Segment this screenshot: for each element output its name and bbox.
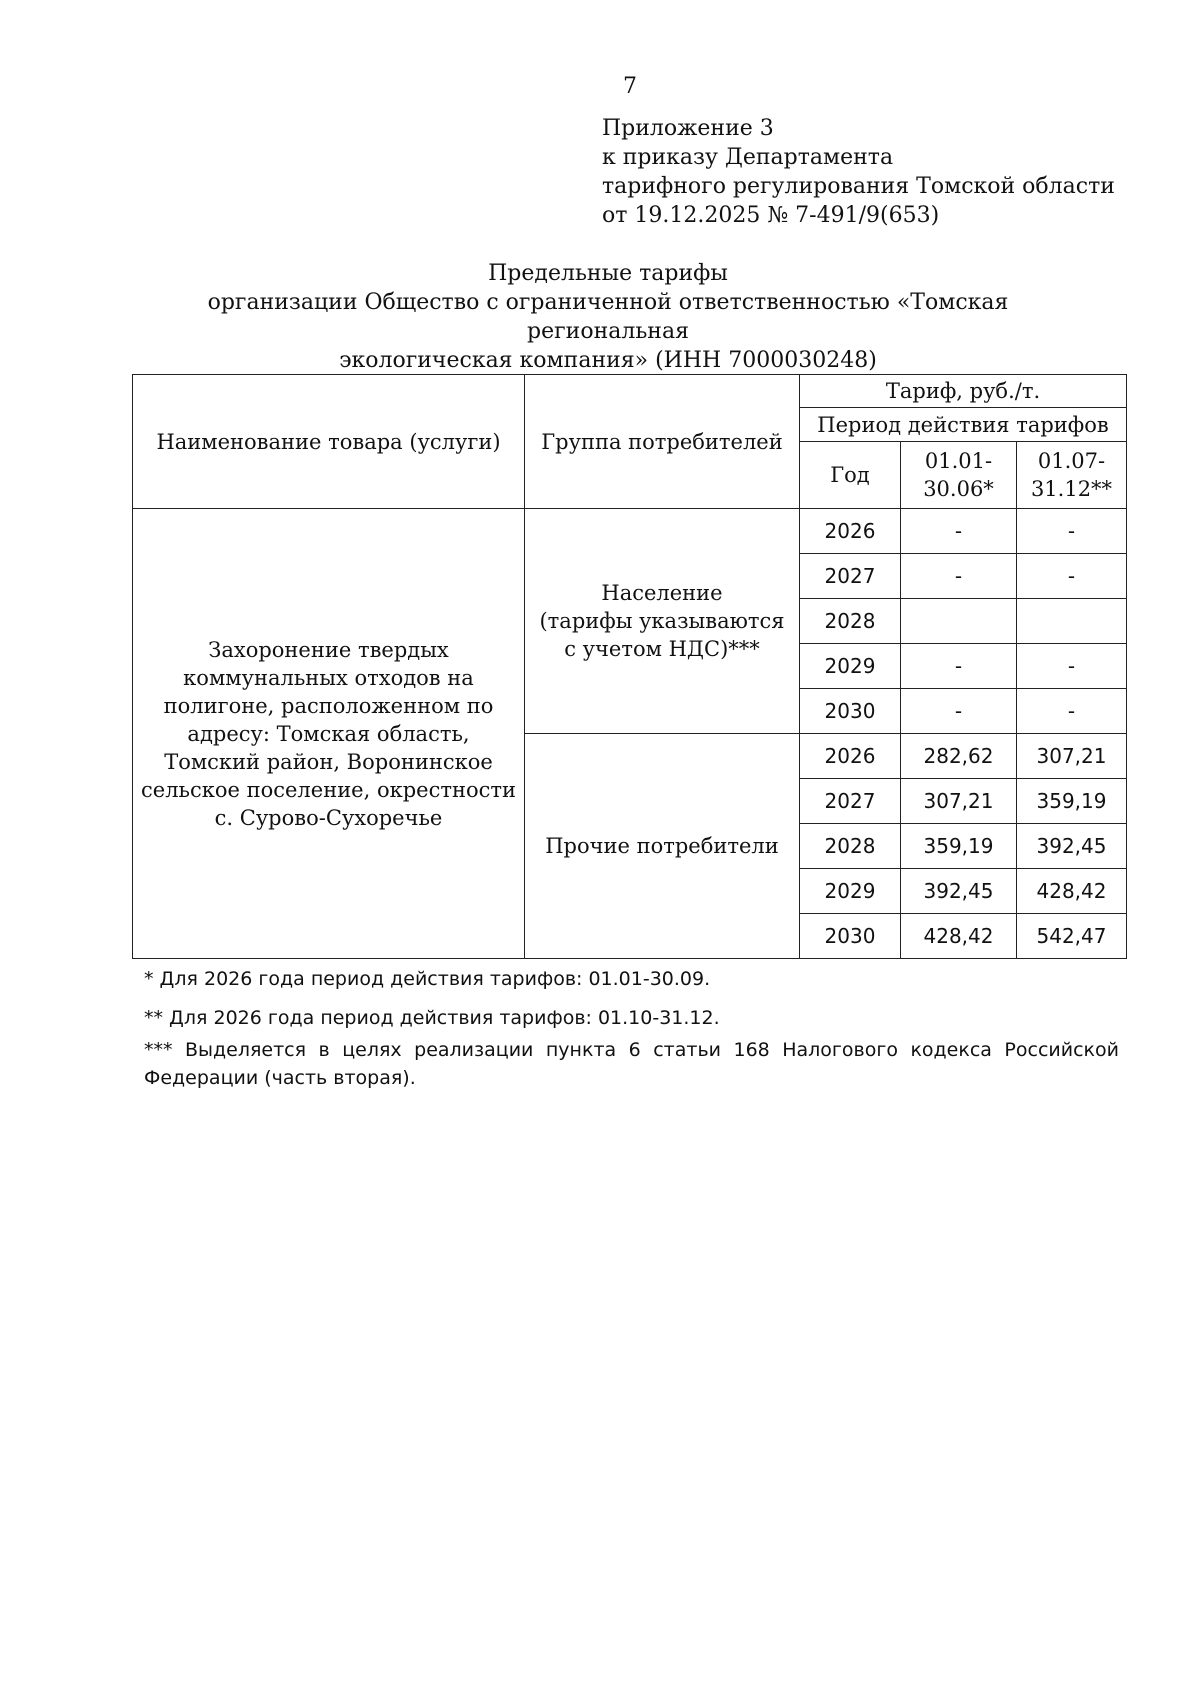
- consumer-group-cell: Население (тарифы указываются с учетом НДС)***: [525, 509, 800, 734]
- tariff-value-cell: 428,42: [901, 914, 1017, 959]
- year-cell: 2027: [800, 779, 901, 824]
- year-cell: 2028: [800, 824, 901, 869]
- appendix-line: к приказу Департамента: [602, 145, 894, 170]
- header-name: Наименование товара (услуги): [133, 375, 525, 509]
- tariff-value-cell: -: [1017, 644, 1127, 689]
- tariff-table: [132, 374, 1127, 959]
- tariff-value-cell: -: [901, 689, 1017, 734]
- tariff-value-cell: -: [901, 554, 1017, 599]
- consumer-group-cell: Прочие потребители: [525, 734, 800, 959]
- appendix-line: тарифного регулирования Томской области: [602, 174, 1115, 199]
- year-cell: 2028: [800, 599, 901, 644]
- title-line: организации Общество с ограниченной ответственностью «Томская региональная: [207, 290, 1009, 344]
- header-period-2: 01.07- 31.12**: [1017, 442, 1127, 509]
- title-line: Предельные тарифы: [488, 261, 728, 286]
- tariff-value-cell: -: [1017, 689, 1127, 734]
- header-tariff: Тариф, руб./т.: [800, 375, 1127, 408]
- tariff-value-cell: -: [901, 644, 1017, 689]
- year-cell: 2027: [800, 554, 901, 599]
- tariff-value-cell: [901, 599, 1017, 644]
- service-name-cell: Захоронение твердых коммунальных отходов на полигоне, расположенном по адресу: Томская область, Томский район, Воронинское сельское поселение, окрестности с. Сурово-Сухоречье: [133, 509, 525, 959]
- appendix-block: [602, 114, 1115, 230]
- tariff-value-cell: [1017, 599, 1127, 644]
- tariff-value-cell: -: [1017, 554, 1127, 599]
- header-year: Год: [800, 442, 901, 509]
- tariff-value-cell: -: [1017, 509, 1127, 554]
- appendix-line: от 19.12.2025 № 7-491/9(653): [602, 203, 940, 228]
- tariff-value-cell: 428,42: [1017, 869, 1127, 914]
- header-period: Период действия тарифов: [800, 408, 1127, 442]
- tariff-value-cell: 392,45: [1017, 824, 1127, 869]
- tariff-value-cell: 307,21: [1017, 734, 1127, 779]
- tariff-value-cell: 359,19: [901, 824, 1017, 869]
- year-cell: 2030: [800, 914, 901, 959]
- year-cell: 2029: [800, 869, 901, 914]
- footnote-3: *** Выделяется в целях реализации пункта 6 статьи 168 Налогового кодекса Российской Федерации (часть вторая).: [144, 1039, 1119, 1089]
- year-cell: 2029: [800, 644, 901, 689]
- table-row: [133, 509, 1127, 554]
- tariff-value-cell: 359,19: [1017, 779, 1127, 824]
- document-title: [132, 259, 1084, 375]
- header-period-1: 01.01- 30.06*: [901, 442, 1017, 509]
- tariff-value-cell: 307,21: [901, 779, 1017, 824]
- tariff-value-cell: 542,47: [1017, 914, 1127, 959]
- footnote-2: ** Для 2026 года период действия тарифов: 01.10-31.12.: [144, 1007, 720, 1029]
- footnote-1: * Для 2026 года период действия тарифов: 01.01-30.09.: [144, 968, 711, 990]
- year-cell: 2026: [800, 509, 901, 554]
- page-number: 7: [623, 74, 637, 99]
- header-group: Группа потребителей: [525, 375, 800, 509]
- tariff-value-cell: 282,62: [901, 734, 1017, 779]
- title-line: экологическая компания» (ИНН 7000030248): [339, 348, 877, 373]
- tariff-value-cell: -: [901, 509, 1017, 554]
- tariff-value-cell: 392,45: [901, 869, 1017, 914]
- year-cell: 2026: [800, 734, 901, 779]
- year-cell: 2030: [800, 689, 901, 734]
- appendix-line: Приложение 3: [602, 116, 774, 141]
